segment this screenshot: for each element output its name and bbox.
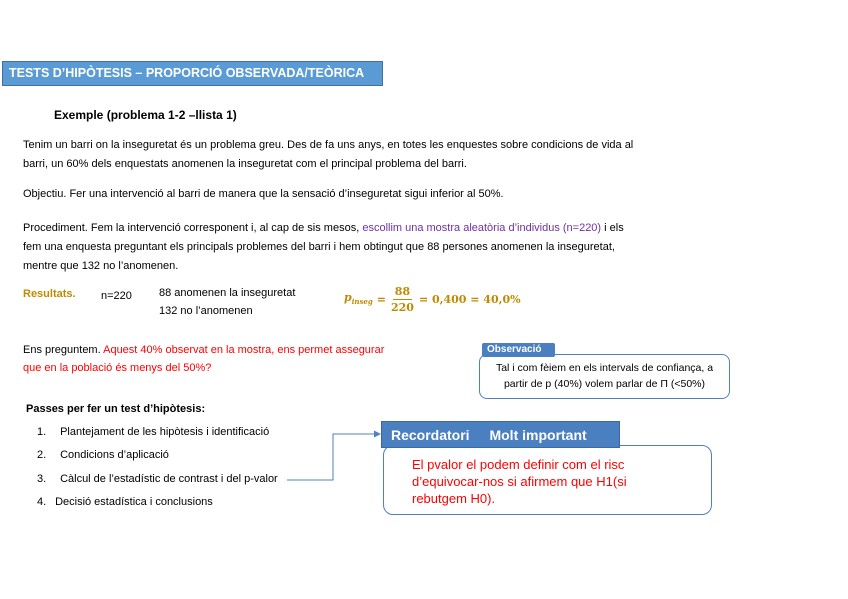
example-heading: Exemple (problema 1-2 –llista 1) <box>54 108 237 122</box>
results-line-2: 132 no l’anomenen <box>159 305 253 317</box>
formula-variable: $p_{inseg}$ <box>344 291 373 307</box>
results-line-1: 88 anomenen la inseguretat <box>159 287 296 299</box>
observation-tag: Observació <box>482 343 555 357</box>
question-red-1: Aquest 40% observat en la mostra, ens permet assegurar <box>103 344 385 356</box>
intro-line-1: Tenim un barri on la inseguretat és un problema greu. Des de fa uns anys, en totes les enquestes sobre condicions de vida al <box>23 139 634 151</box>
procedure-line-1-start: Procediment. Fem la intervenció corresponent i, al cap de sis mesos, <box>23 222 360 234</box>
step-text: Càlcul de l’estadístic de contrast i del p-valor <box>60 473 278 485</box>
reminder-title: Recordatori <box>391 427 470 443</box>
reminder-line-3: rebutgem H0). <box>412 491 496 506</box>
objective-text: Objectiu. Fer una intervenció al barri de manera que la sensació d’inseguretat sigui inferior al 50%. <box>23 188 504 200</box>
question-red-2: que en la població és menys del 50%? <box>23 362 212 374</box>
formula-numerator: 88 <box>394 284 411 298</box>
formula-equals: = <box>376 292 386 306</box>
sample-highlight: escollim una mostra aleatòria d’individus (n=220) <box>362 222 602 234</box>
reminder-header <box>381 421 620 448</box>
intro-line-2: barri, un 60% dels enquestats anomenen la inseguretat com el principal problema del barri. <box>23 158 467 170</box>
procedure-line-3: mentre que 132 no l’anomenen. <box>23 260 179 272</box>
connector-line <box>287 434 376 480</box>
observation-line-2: partir de p (40%) volem parlar de Π (<50%) <box>503 378 706 390</box>
step-text: Condicions d’aplicació <box>60 449 169 461</box>
step-number: 2. <box>37 449 47 461</box>
procedure-line-1-end: i els <box>604 222 624 234</box>
reminder-box <box>383 445 712 515</box>
formula-denominator: 220 <box>390 300 414 314</box>
arrow-head <box>374 431 381 438</box>
step-text: Decisió estadística i conclusions <box>55 496 213 508</box>
question-intro: Ens preguntem. <box>23 344 101 356</box>
results-label: Resultats. <box>23 288 76 300</box>
results-n: n=220 <box>101 290 132 302</box>
formula-result: = 0,400 = 40,0% <box>418 292 521 306</box>
step-number: 4. <box>37 496 47 508</box>
reminder-emphasis: Molt important <box>489 427 587 443</box>
procedure-line-2: fem una enquesta preguntant els principals problemes del barri i hem obtingut que 88 persones anomenen la inseguretat, <box>23 241 615 253</box>
step-number: 1. <box>37 426 47 438</box>
reminder-line-1: El pvalor el podem definir com el risc <box>412 457 625 472</box>
observation-line-1: Tal i com fèiem en els intervals de confiança, a <box>495 362 714 374</box>
reminder-line-2: d’equivocar-nos si afirmem que H1(si <box>412 474 627 489</box>
step-number: 3. <box>37 473 47 485</box>
steps-heading: Passes per fer un test d’hipòtesis: <box>26 403 206 415</box>
step-text: Plantejament de les hipòtesis i identificació <box>60 426 270 438</box>
page-title: TESTS D’HIPÒTESIS – PROPORCIÓ OBSERVADA/TEÒRICA <box>2 61 383 86</box>
